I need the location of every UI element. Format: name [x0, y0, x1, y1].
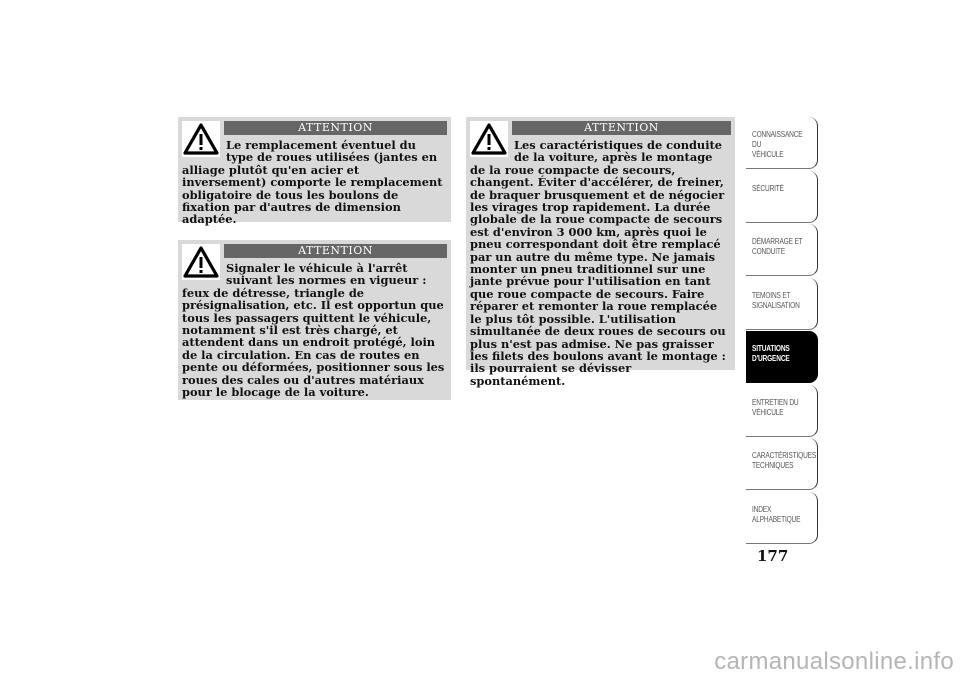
warning-triangle-icon — [182, 121, 220, 157]
tab-label: ENTRETIEN DU VÉHICULE — [752, 397, 799, 417]
tab-temoins-signalisation[interactable] — [746, 278, 818, 330]
tab-connaissance-vehicule[interactable] — [746, 117, 818, 169]
warning-triangle-icon — [470, 121, 508, 157]
tab-demarrage-conduite[interactable] — [746, 224, 818, 276]
tab-securite[interactable] — [746, 171, 818, 223]
warning-text: Les caractéristiques de conduite de la voiture, après le montage de la roue compacte de secours, changent. Éviter d'accélérer, de freiner, de braquer brusquement et de négocier les virages trop rapidement. La durée globale de la roue compacte de secours est d'environ 3 000 km, après quoi le pneu correspondant doit être remplacé par un autre du même type. Ne jamais monter un pneu traditionnel sur une jante prévue pour l'utilisation en tant que roue compacte de secours. Faire réparer et remonter la roue remplacée le plus tôt possible. L'utilisation simultanée de deux roues de secours ou plus n'est pas admise. Ne pas graisser les filets des boulons avant le montage : ils pourraient se dévisser spontanément. — [470, 138, 726, 388]
warning-text: Le remplacement éventuel du type de roues utilisées (jantes en alliage plutôt qu'en acier et inversement) comporte le remplacement obligatoire de tous les boulons de fixation par d'autres de dimension adaptée. — [182, 138, 443, 227]
tab-label: SÉCURITÉ — [752, 183, 784, 193]
tab-situations-urgence[interactable] — [746, 331, 818, 383]
tab-caracteristiques-techniques[interactable] — [746, 438, 818, 490]
warning-header: ATTENTION — [224, 244, 447, 258]
tab-label: SITUATIONS D'URGENCE — [752, 344, 790, 363]
warning-triangle-icon — [182, 244, 220, 280]
warning-box-signal-vehicle — [178, 240, 451, 400]
warning-header: ATTENTION — [512, 121, 731, 135]
tab-label: CONNAISSANCE DU VÉHICULE — [752, 130, 803, 159]
warning-box-compact-spare — [466, 117, 735, 388]
tab-index-alphabetique[interactable] — [746, 492, 818, 544]
tab-label: INDEX ALPHABETIQUE — [752, 504, 801, 524]
tab-label: CARACTÉRISTIQUES TECHNIQUES — [752, 451, 817, 470]
chapter-tabs — [746, 117, 818, 545]
tab-label: DÉMARRAGE ET CONDUITE — [752, 237, 803, 256]
warning-header: ATTENTION — [224, 121, 447, 135]
warning-text: Signaler le véhicule à l'arrêt suivant les normes en vigueur : feux de détresse, triangle de présignalisation, etc. Il est opportun que tous les passagers quittent le véhicule, notamment s'il est très chargé, et attendent dans un endroit protégé, loin de la circulation. En cas de routes en pente ou déformées, positionner sous les roues des cales ou d'autres matériaux pour le blocage de la voiture. — [182, 261, 445, 400]
warning-box-wheel-type — [178, 117, 451, 227]
tab-entretien-vehicule[interactable] — [746, 385, 818, 437]
tab-label: TEMOINS ET SIGNALISATION — [752, 290, 800, 310]
watermark: carmanualsonline.info — [714, 648, 954, 675]
page-number: 177 — [757, 547, 789, 565]
